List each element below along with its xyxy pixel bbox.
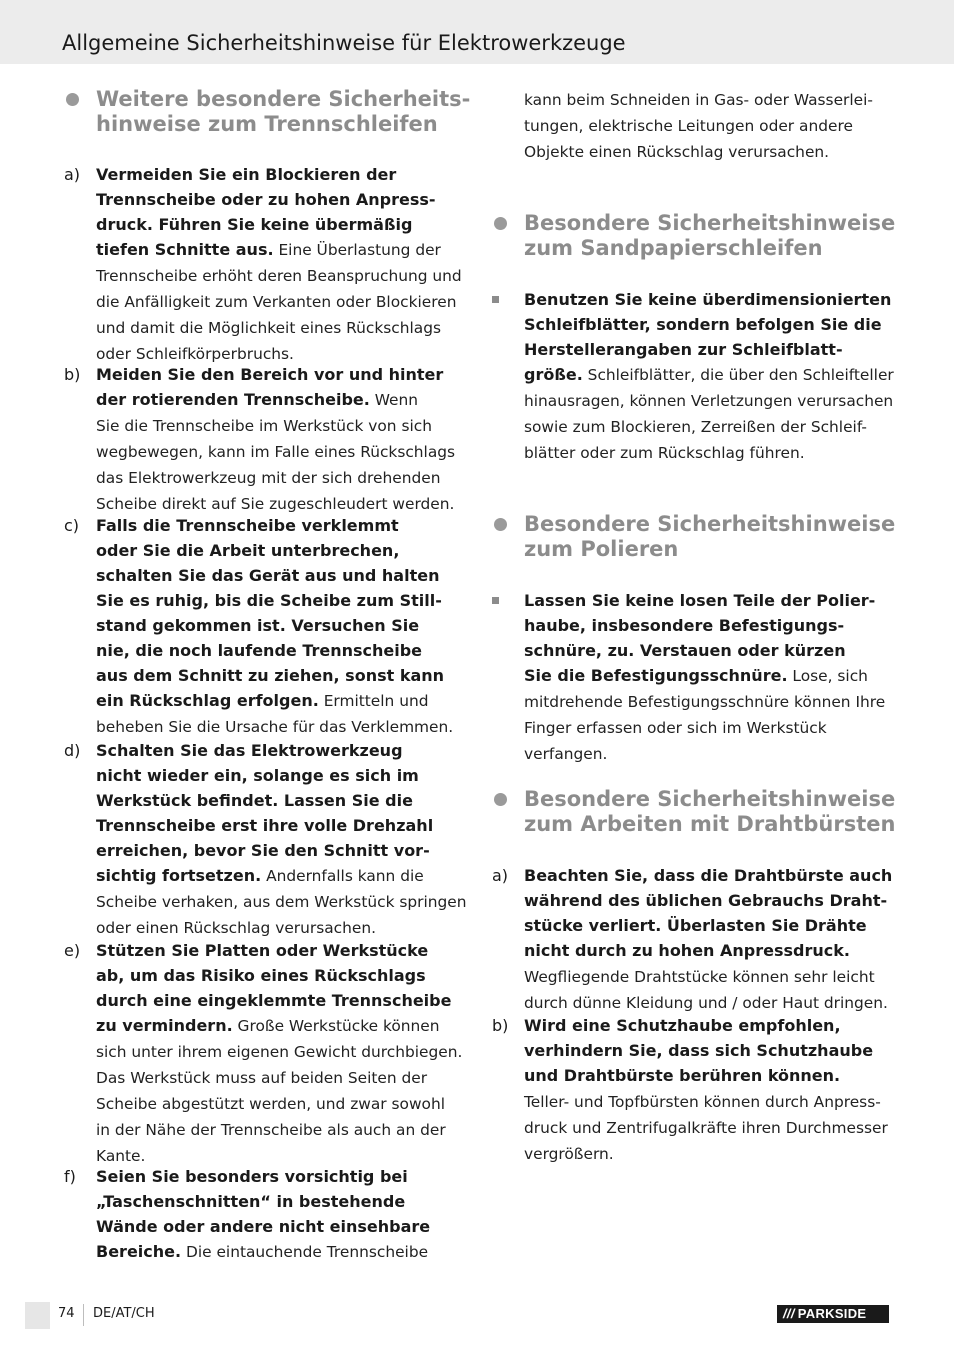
normal-line: Kante. (96, 1147, 146, 1165)
normal-line: wegbewegen, kann im Falle eines Rückschlags (96, 443, 456, 461)
item-bold-text (96, 516, 444, 710)
bold-line: Sie die Befestigungsschnüre. (524, 666, 788, 685)
normal-line: Wegfliegende Drahtstücke können sehr leicht (524, 968, 875, 986)
bold-line: der rotierenden Trennscheibe. (96, 390, 370, 409)
normal-line: blätter oder zum Rückschlag führen. (524, 444, 805, 462)
bold-line: nicht durch zu hohen Anpressdruck. (524, 941, 850, 960)
logo-text: PARKSIDE (797, 1306, 867, 1321)
normal-line: in der Nähe der Trennscheibe als auch an der (96, 1121, 446, 1139)
bold-line: größe. (524, 365, 583, 384)
square-bullet-icon (492, 597, 499, 604)
normal-line: Wenn (369, 391, 419, 409)
normal-line: Eine Überlastung der (273, 241, 441, 259)
item-body (96, 513, 472, 740)
bold-line: zu vermindern. (96, 1016, 233, 1035)
bold-line: Stützen Sie Platten oder Werkstücke (96, 941, 429, 960)
heading-line: Weitere besondere Sicherheits- (96, 87, 471, 111)
bold-line: und Drahtbürste berühren können. (524, 1066, 841, 1085)
heading-line: Besondere Sicherheitshinweise (524, 211, 896, 235)
bold-line: Wird eine Schutzhaube empfohlen, (524, 1016, 841, 1035)
item-label: b) (64, 365, 81, 384)
item-label: c) (64, 516, 80, 535)
item-label: b) (492, 1016, 509, 1035)
bold-line: Meiden Sie den Bereich vor und hinter (96, 365, 444, 384)
page-title: Allgemeine Sicherheitshinweise für Elektrowerkzeuge (62, 31, 626, 55)
bold-line: stand gekommen ist. Versuchen Sie (96, 616, 420, 635)
normal-line: Scheibe direkt auf Sie zugeschleudert werden. (96, 495, 455, 513)
normal-line: sowie zum Blockieren, Zerreißen der Schleif- (524, 418, 867, 436)
normal-line: oder Schleifkörperbruchs. (96, 345, 294, 363)
item-label: a) (492, 866, 509, 885)
region-code: DE/AT/CH (93, 1306, 155, 1321)
bullet-dot-icon (494, 518, 507, 531)
item-body (96, 362, 472, 517)
bold-line: Vermeiden Sie ein Blockieren der (96, 165, 397, 184)
normal-line: Scheibe abgestützt werden, und zwar sowohl (96, 1095, 445, 1113)
bullet-dot-icon (494, 217, 507, 230)
heading-line: hinweise zum Trennschleifen (96, 112, 438, 136)
square-bullet-icon (492, 296, 499, 303)
bold-line: Sie es ruhig, bis die Scheibe zum Still- (96, 591, 442, 610)
bold-line: Benutzen Sie keine überdimensionierten (524, 290, 892, 309)
bold-line: Beachten Sie, dass die Drahtbürste auch (524, 866, 893, 885)
page-number: 74 (58, 1306, 75, 1321)
item-body (96, 938, 472, 1169)
bold-line: druck. Führen Sie keine übermäßig (96, 215, 413, 234)
heading-line: Besondere Sicherheitshinweise (524, 512, 896, 536)
normal-line: Finger erfassen oder sich im Werkstück verfangen. (524, 719, 827, 763)
bold-line: schnüre, zu. Verstauen oder kürzen (524, 641, 846, 660)
section-heading-text (96, 87, 470, 137)
item-normal-text (181, 1243, 428, 1261)
heading-line: Besondere Sicherheitshinweise (524, 787, 896, 811)
normal-line: Große Werkstücke können (232, 1017, 440, 1035)
item-label: a) (64, 165, 81, 184)
normal-line: Sie die Trennscheibe im Werkstück von sich (96, 417, 432, 435)
item-bold-text (524, 866, 892, 960)
item-body (524, 588, 900, 767)
footer-box (25, 1302, 50, 1329)
bold-line: Werkstück befindet. Lassen Sie die (96, 791, 413, 810)
bold-line: erreichen, bevor Sie den Schnitt vor- (96, 841, 430, 860)
item-body (524, 287, 900, 466)
item-body (524, 1013, 900, 1167)
item-body (96, 162, 472, 367)
normal-line: Lose, sich (787, 667, 868, 685)
normal-line: Schleifblätter, die über den Schleifteller (582, 366, 894, 384)
bold-line: Trennscheibe erst ihre volle Drehzahl (96, 816, 434, 835)
item-label: f) (64, 1167, 76, 1186)
item-label: d) (64, 741, 81, 760)
bold-line: Schalten Sie das Elektrowerkzeug (96, 741, 403, 760)
footer-separator (83, 1304, 84, 1326)
bold-line: Herstellerangaben zur Schleifblatt- (524, 340, 843, 359)
section-heading-text (524, 512, 895, 562)
normal-line: beheben Sie die Ursache für das Verklemmen. (96, 718, 454, 736)
bold-line: sichtig fortsetzen. (96, 866, 262, 885)
section-heading-text (524, 211, 895, 261)
normal-line: Die eintauchende Trennscheibe (181, 1243, 429, 1261)
normal-line: Scheibe verhaken, aus dem Werkstück springen (96, 893, 467, 911)
normal-line: Andernfalls kann die (261, 867, 424, 885)
normal-line: Teller- und Topfbürsten können durch Anpress- (524, 1093, 881, 1111)
normal-line: oder einen Rückschlag verursachen. (96, 919, 376, 937)
bold-line: Trennscheibe oder zu hohen Anpress- (96, 190, 436, 209)
normal-line: durch dünne Kleidung und / oder Haut dringen. (524, 994, 888, 1012)
continuation-body (524, 87, 900, 165)
bold-line: ab, um das Risiko eines Rückschlags (96, 966, 426, 985)
item-bold-text (524, 1016, 873, 1085)
bold-line: „Taschenschnitten“ in bestehende (96, 1192, 406, 1211)
item-normal-text (524, 1093, 888, 1163)
bold-line: nicht wieder ein, solange es sich im (96, 766, 419, 785)
item-body (96, 1164, 472, 1265)
bold-line: Schleifblätter, sondern befolgen Sie die (524, 315, 882, 334)
continuation-normal (524, 91, 873, 161)
normal-line: das Elektrowerkzeug mit der sich drehenden (96, 469, 441, 487)
item-normal-text (524, 968, 888, 1012)
normal-line: kann beim Schneiden in Gas- oder Wasserlei- (524, 91, 873, 109)
bold-line: verhindern Sie, dass sich Schutzhaube (524, 1041, 874, 1060)
normal-line: sich unter ihrem eigenen Gewicht durchbiegen. (96, 1043, 463, 1061)
bold-line: oder Sie die Arbeit unterbrechen, (96, 541, 400, 560)
item-normal-text (96, 1017, 462, 1165)
normal-line: mitdrehende Befestigungsschnüre können Ihre (524, 693, 886, 711)
item-body (96, 738, 472, 941)
heading-line: zum Sandpapierschleifen (524, 236, 823, 260)
bullet-dot-icon (494, 793, 507, 806)
item-body (524, 863, 900, 1016)
normal-line: Trennscheibe erhöht deren Beanspruchung und (96, 267, 462, 285)
logo-stripes-icon: /// (783, 1306, 795, 1321)
bold-line: Bereiche. (96, 1242, 182, 1261)
heading-line: zum Arbeiten mit Drahtbürsten (524, 812, 896, 836)
bold-line: ein Rückschlag erfolgen. (96, 691, 319, 710)
bold-line: nie, die noch laufende Trennscheibe (96, 641, 423, 660)
normal-line: hinausragen, können Verletzungen verursachen (524, 392, 894, 410)
item-label: e) (64, 941, 81, 960)
normal-line: Objekte einen Rückschlag verursachen. (524, 143, 830, 161)
bullet-dot-icon (66, 93, 79, 106)
item-normal-text (96, 241, 462, 363)
bold-line: Wände oder andere nicht einsehbare (96, 1217, 431, 1236)
item-bold-text (96, 741, 433, 885)
bold-line: stücke verliert. Überlasten Sie Drähte (524, 916, 867, 935)
item-normal-text (96, 391, 455, 513)
brand-logo (777, 1305, 889, 1323)
normal-line: Das Werkstück muss auf beiden Seiten der (96, 1069, 428, 1087)
normal-line: druck und Zentrifugalkräfte ihren Durchmesser (524, 1119, 888, 1137)
normal-line: Ermitteln und (318, 692, 429, 710)
bold-line: während des üblichen Gebrauchs Draht- (524, 891, 888, 910)
bold-line: haube, insbesondere Befestigungs- (524, 616, 845, 635)
bold-line: Falls die Trennscheibe verklemmt (96, 516, 399, 535)
normal-line: die Anfälligkeit zum Verkanten oder Blockieren (96, 293, 457, 311)
bold-line: durch eine eingeklemmte Trennscheibe (96, 991, 452, 1010)
heading-line: zum Polieren (524, 537, 679, 561)
normal-line: tungen, elektrische Leitungen oder andere (524, 117, 853, 135)
section-heading-text (524, 787, 895, 837)
normal-line: und damit die Möglichkeit eines Rückschlags (96, 319, 441, 337)
bold-line: aus dem Schnitt zu ziehen, sonst kann (96, 666, 445, 685)
bold-line: schalten Sie das Gerät aus und halten (96, 566, 440, 585)
bold-line: Lassen Sie keine losen Teile der Polier- (524, 591, 876, 610)
bold-line: tiefen Schnitte aus. (96, 240, 274, 259)
normal-line: vergrößern. (524, 1145, 614, 1163)
bold-line: Seien Sie besonders vorsichtig bei (96, 1167, 408, 1186)
